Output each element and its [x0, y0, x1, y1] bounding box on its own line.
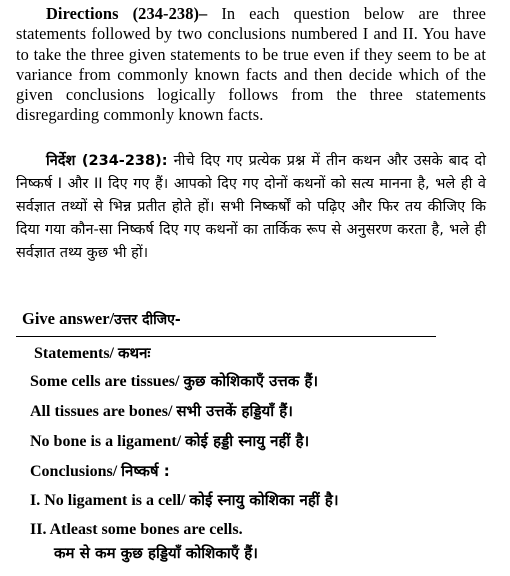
conclusion-1 — [30, 490, 339, 510]
give-answer-en: Give answer/ — [22, 309, 115, 328]
statement-3-en: No bone is a ligament/ — [30, 433, 186, 450]
conclusion-1-en: I. No ligament is a cell/ — [30, 492, 190, 509]
conclusion-2-en: II. Atleast some bones are cells. — [30, 521, 243, 538]
directions-body: In each question below are three statements followed by two conclusions numbered I and II. You have to take the three given statements to be true even if they seem to be at variance from commonly known facts and then decide which of the given conclusions logically follows from the three statements disregarding commonly known facts. — [16, 4, 486, 125]
statement-3 — [30, 431, 309, 451]
directions-hi-body: नीचे दिए गए प्रत्येक प्रश्न में तीन कथन और उसके बाद दो निष्कर्ष I और II दिए गए हैं। आपको दिए गए दोनों कथनों को सत्य मानना है, भले ही वे सर्वज्ञात तथ्यों से भिन्न प्रतीत होते हों। सभी निष्कर्षों को पढ़िए और फिर तय कीजिए कि दिया गया कौन-सा निष्कर्ष दिए गए कथनों का तार्किक रूप से अनुसरण करता है, भले ही सर्वज्ञात तथ्य कुछ भी हों। — [16, 153, 486, 261]
conclusions-label — [30, 461, 170, 481]
give-answer-hi: उत्तर दीजिए- — [114, 312, 181, 328]
statements-label-en: Statements/ — [34, 345, 118, 362]
divider-rule — [16, 336, 436, 337]
conclusions-label-hi: निष्कर्ष : — [121, 462, 170, 480]
statement-1 — [30, 371, 318, 391]
statement-2-hi: सभी उत्तकें हड्डियाँ हैं। — [176, 402, 293, 420]
statement-3-hi: कोई हड्डी स्नायु नहीं है। — [185, 432, 310, 450]
conclusion-2 — [30, 521, 243, 539]
statements-label — [34, 343, 150, 363]
conclusion-2-hindi-line — [54, 543, 258, 563]
statement-1-en: Some cells are tissues/ — [30, 373, 184, 390]
give-answer-line — [22, 309, 181, 329]
statement-2 — [30, 401, 293, 421]
statements-label-hi: कथनः — [117, 344, 151, 362]
statement-2-en: All tissues are bones/ — [30, 403, 177, 420]
conclusion-2-hi: कम से कम कुछ हड्डियाँ कोशिकाएँ हैं। — [54, 544, 258, 562]
conclusions-label-en: Conclusions/ — [30, 463, 122, 480]
statement-1-hi: कुछ कोशिकाएँ उत्तक हैं। — [183, 372, 319, 390]
directions-hindi — [16, 150, 486, 265]
conclusion-1-hi: कोई स्नायु कोशिका नहीं है। — [189, 491, 339, 509]
directions-hi-heading: निर्देश (234-238): — [46, 153, 168, 169]
directions-english — [16, 4, 486, 126]
directions-heading: Directions (234-238)– — [46, 4, 208, 23]
